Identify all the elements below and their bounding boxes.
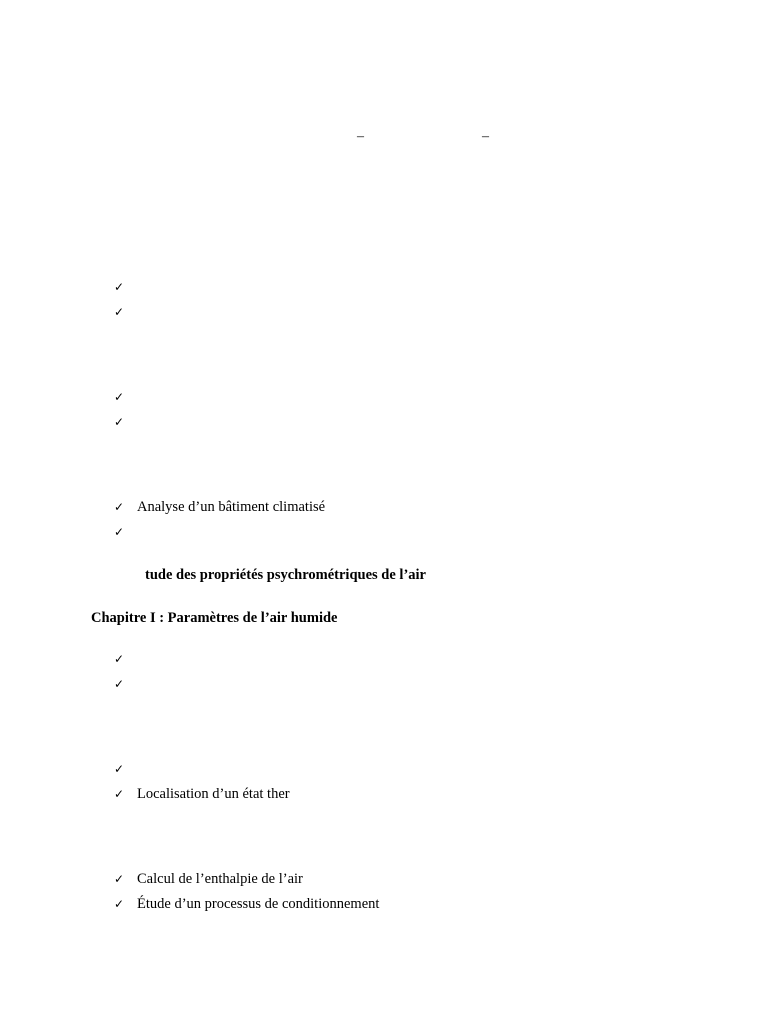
- checkmark-icon: ✓: [114, 415, 125, 429]
- checkmark-icon: ✓: [114, 280, 125, 294]
- list-item: [114, 303, 137, 321]
- checkmark-icon: ✓: [114, 762, 125, 776]
- checkmark-icon: ✓: [114, 305, 125, 319]
- list-item: [114, 675, 137, 693]
- list-item: [114, 413, 137, 431]
- checkmark-icon: ✓: [114, 872, 125, 886]
- list-item: [114, 498, 325, 516]
- list-item-text: Calcul de l’enthalpie de l’air: [137, 871, 303, 887]
- list-item: [114, 650, 137, 668]
- list-item: [114, 523, 137, 541]
- list-item: [114, 785, 290, 803]
- list-item: [114, 388, 137, 406]
- section-title: tude des propriétés psychrométriques de l’air: [145, 567, 426, 583]
- checkmark-icon: ✓: [114, 525, 125, 539]
- list-item-text: Analyse d’un bâtiment climatisé: [137, 499, 326, 515]
- header-dash-right: –: [482, 129, 489, 144]
- checkmark-icon: ✓: [114, 677, 125, 691]
- list-item-text: Étude d’un processus de conditionnement: [137, 896, 380, 912]
- checkmark-icon: ✓: [114, 390, 125, 404]
- list-item: [114, 870, 303, 888]
- list-item: [114, 278, 137, 296]
- chapter-title: Chapitre I : Paramètres de l’air humide: [91, 610, 338, 626]
- checkmark-icon: ✓: [114, 897, 125, 911]
- list-item: [114, 760, 137, 778]
- list-item-text: Localisation d’un état ther: [137, 786, 290, 802]
- checkmark-icon: ✓: [114, 652, 125, 666]
- checkmark-icon: ✓: [114, 787, 125, 801]
- header-dash-left: –: [357, 129, 364, 144]
- list-item: [114, 895, 379, 913]
- checkmark-icon: ✓: [114, 500, 125, 514]
